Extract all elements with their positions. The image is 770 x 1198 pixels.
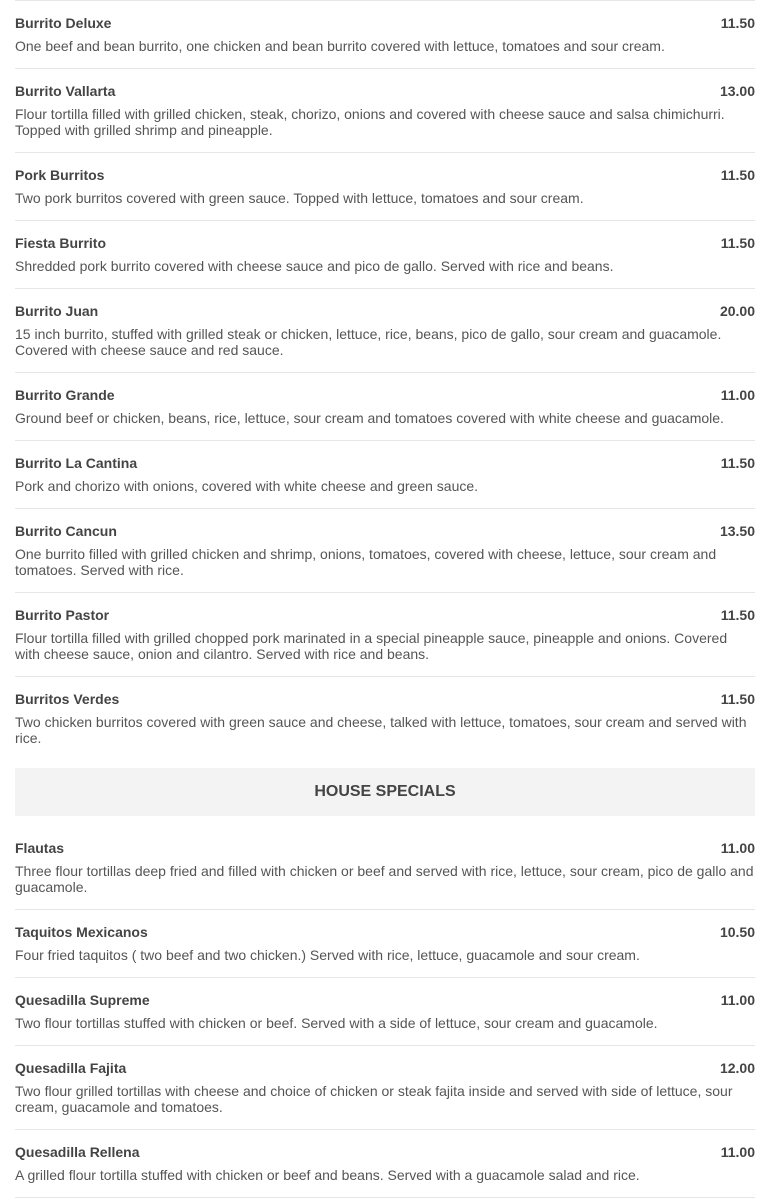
menu-item — [15, 69, 755, 153]
menu-item-description: One beef and bean burrito, one chicken and bean burrito covered with lettuce, tomatoes and sour cream. — [15, 38, 665, 54]
menu-item-header — [15, 303, 755, 319]
menu-item-name: Quesadilla Supreme — [15, 992, 150, 1008]
menu-item-description: Two chicken burritos covered with green sauce and cheese, talked with lettuce, tomatoes, sour cream and served with rice. — [15, 714, 747, 746]
menu-item-name: Burrito Deluxe — [15, 15, 112, 31]
menu-item-header — [15, 167, 755, 183]
menu-item-header — [15, 1060, 755, 1076]
menu-item-price: 13.50 — [719, 523, 755, 539]
menu-item-description: 15 inch burrito, stuffed with grilled steak or chicken, lettuce, rice, beans, pico de gallo, sour cream and guacamole. Covered with cheese sauce and red sauce. — [15, 326, 722, 358]
menu-item-description: Ground beef or chicken, beans, rice, lettuce, sour cream and tomatoes covered with white cheese and guacamole. — [15, 410, 724, 426]
menu-item — [15, 373, 755, 441]
menu-item-price: 11.50 — [720, 691, 755, 707]
menu-item-price: 11.50 — [720, 15, 755, 31]
menu-item-description: Four fried taquitos ( two beef and two chicken.) Served with rice, lettuce, guacamole and sour cream. — [15, 947, 640, 963]
menu-item-name: Fiesta Burrito — [15, 235, 107, 251]
menu-item — [15, 289, 755, 373]
menu-item — [15, 1046, 755, 1130]
menu-item — [15, 509, 755, 593]
section-header-house-specials: HOUSE SPECIALS — [15, 768, 755, 816]
burrito-section — [15, 1, 755, 760]
menu-item-header — [15, 83, 755, 99]
house-specials-section — [15, 826, 755, 1198]
menu-item-description: A grilled flour tortilla stuffed with chicken or beef and beans. Served with a guacamole salad and rice. — [15, 1167, 640, 1183]
menu-item-header — [15, 924, 755, 940]
menu-item-description: Two pork burritos covered with green sauce. Topped with lettuce, tomatoes and sour cream. — [15, 190, 584, 206]
menu-item-price: 12.00 — [719, 1060, 755, 1076]
menu-item-description: One burrito filled with grilled chicken and shrimp, onions, tomatoes, covered with cheese, lettuce, sour cream and tomatoes. Served with rice. — [15, 546, 717, 578]
menu-item-header — [15, 455, 755, 471]
menu-item-name: Burrito Grande — [15, 387, 115, 403]
menu-item — [15, 221, 755, 289]
menu-item-name: Burrito Juan — [15, 303, 99, 319]
menu-item-price: 10.50 — [719, 924, 755, 940]
menu-item-description: Two flour tortillas stuffed with chicken or beef. Served with a side of lettuce, sour cream and guacamole. — [15, 1015, 658, 1031]
menu-item-name: Burritos Verdes — [15, 691, 120, 707]
menu-item-name: Flautas — [15, 840, 65, 856]
menu-item-name: Burrito La Cantina — [15, 455, 138, 471]
menu-item-header — [15, 691, 755, 707]
menu-item-name: Burrito Pastor — [15, 607, 110, 623]
menu-item-description: Two flour grilled tortillas with cheese and choice of chicken or steak fajita inside and served with side of lettuce, sour cream, guacamole and tomatoes. — [15, 1083, 733, 1115]
menu-item-name: Quesadilla Rellena — [15, 1144, 140, 1160]
menu-item — [15, 677, 755, 760]
menu-item-header — [15, 840, 755, 856]
menu-item-header — [15, 523, 755, 539]
menu-item — [15, 910, 755, 978]
menu-item-header — [15, 1144, 755, 1160]
menu-item-price: 13.00 — [719, 83, 755, 99]
menu-item-description: Pork and chorizo with onions, covered with white cheese and green sauce. — [15, 478, 479, 494]
menu-item — [15, 1, 755, 69]
menu-item-name: Taquitos Mexicanos — [15, 924, 148, 940]
menu-item — [15, 1130, 755, 1198]
menu-item-price: 11.50 — [720, 607, 755, 623]
menu-item-price: 11.00 — [720, 992, 755, 1008]
menu-item-header — [15, 15, 755, 31]
menu-item — [15, 978, 755, 1046]
menu-item — [15, 593, 755, 677]
menu-item-price: 11.00 — [720, 840, 755, 856]
menu-item-description: Three flour tortillas deep fried and filled with chicken or beef and served with rice, lettuce, sour cream, pico de gallo and guacamole. — [15, 863, 754, 895]
menu-item — [15, 153, 755, 221]
menu-item-price: 11.50 — [720, 235, 755, 251]
menu-item-name: Burrito Cancun — [15, 523, 117, 539]
menu-item-header — [15, 387, 755, 403]
menu-item-price: 20.00 — [719, 303, 755, 319]
menu-item-name: Burrito Vallarta — [15, 83, 116, 99]
menu-item — [15, 826, 755, 910]
menu-item-price: 11.50 — [720, 455, 755, 471]
menu-item-description: Flour tortilla filled with grilled chicken, steak, chorizo, onions and covered with cheese sauce and salsa chimichurri. Topped with grilled shrimp and pineapple. — [15, 106, 725, 138]
menu-item — [15, 441, 755, 509]
menu-item-header — [15, 235, 755, 251]
menu-item-header — [15, 992, 755, 1008]
menu-item-price: 11.00 — [720, 387, 755, 403]
menu-item-price: 11.00 — [720, 1144, 755, 1160]
menu-item-header — [15, 607, 755, 623]
menu-item-name: Quesadilla Fajita — [15, 1060, 127, 1076]
menu-item-description: Shredded pork burrito covered with cheese sauce and pico de gallo. Served with rice and beans. — [15, 258, 614, 274]
menu-item-description: Flour tortilla filled with grilled chopped pork marinated in a special pineapple sauce, pineapple and onions. Covered with cheese sauce, onion and cilantro. Served with rice and beans. — [15, 630, 728, 662]
menu-item-price: 11.50 — [720, 167, 755, 183]
menu-item-name: Pork Burritos — [15, 167, 105, 183]
